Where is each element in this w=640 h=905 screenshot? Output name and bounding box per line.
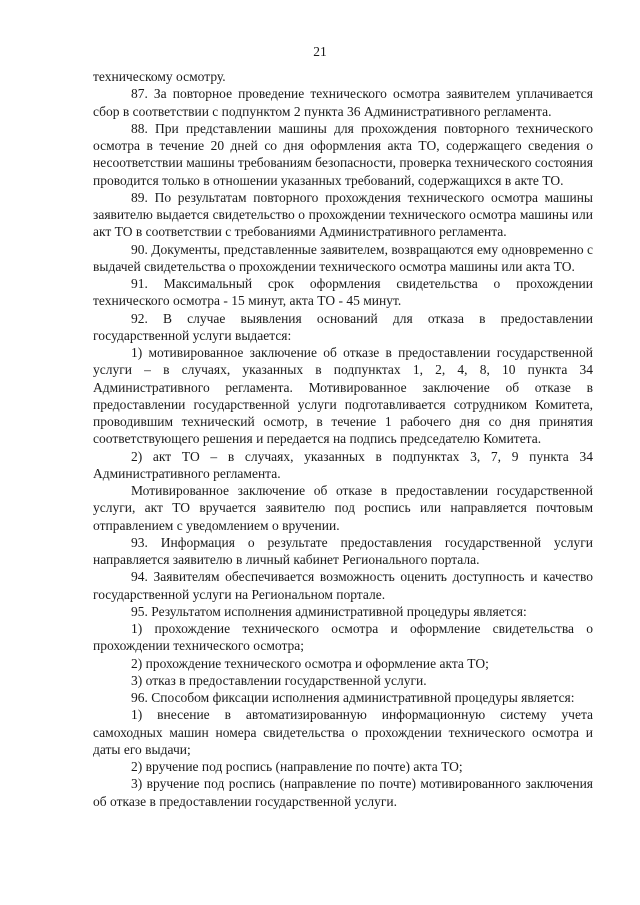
paragraph-90: 90. Документы, представленные заявителем, возвращаются ему одновременно с выдачей свидетельства о прохождении технического осмотра машины или акта ТО. xyxy=(93,241,593,274)
paragraph-95-item-3: 3) отказ в предоставлении государственной услуги. xyxy=(131,672,427,688)
paragraph-96-item-2: 2) вручение под роспись (направление по почте) акта ТО; xyxy=(131,759,463,774)
paragraph-96-item-1: 1) внесение в автоматизированную информационную систему учета самоходных машин номера свидетельства о прохождении технического осмотра и даты его выдачи; xyxy=(93,707,593,757)
paragraph-continuation: техническому осмотру. xyxy=(93,69,226,84)
paragraph-92: 92. В случае выявления оснований для отказа в предоставлении государственной услуги выдается: xyxy=(93,310,593,343)
paragraph-95-item-1: 1) прохождение технического осмотра и оформление свидетельства о прохождении технического осмотра; xyxy=(93,621,593,654)
paragraph-96: 96. Способом фиксации исполнения административной процедуры является: xyxy=(131,690,575,705)
paragraph-95: 95. Результатом исполнения административной процедуры является: xyxy=(131,603,527,619)
paragraph-91: 91. Максимальный срок оформления свидетельства о прохождении технического осмотра - 15 минут, акта ТО - 45 минут. xyxy=(93,276,593,309)
paragraph-96-item-3: 3) вручение под роспись (направление по почте) мотивированного заключения об отказе в предоставлении государственной услуги. xyxy=(93,776,593,809)
document-body xyxy=(93,68,593,810)
paragraph-94: 94. Заявителям обеспечивается возможность оценить доступность и качество государственной услуги на Региональном портале. xyxy=(93,569,593,602)
page-number: 21 xyxy=(313,44,327,59)
paragraph-93: 93. Информация о результате предоставления государственной услуги направляется заявителю в личный кабинет Регионального портала. xyxy=(93,534,593,567)
paragraph-92-item-2: 2) акт ТО – в случаях, указанных в подпунктах 3, 7, 9 пункта 34 Административного регламента. xyxy=(93,448,593,481)
paragraph-89: 89. По результатам повторного прохождения технического осмотра машины заявителю выдается свидетельство о прохождении технического осмотра машины или акт ТО в соответствии с требованиями Административного регламента. xyxy=(93,189,593,240)
paragraph-88: 88. При представлении машины для прохождения повторного технического осмотра в течение 20 дней со дня оформления акта ТО, содержащего сведения о несоответствии машины требованиям безопасности, проверка технического состояния проводится только в отношении указанных требований, содержащихся в акте ТО. xyxy=(93,120,593,188)
paragraph-87: 87. За повторное проведение технического осмотра заявителем уплачивается сбор в соответствии с подпунктом 2 пункта 36 Административного регламента. xyxy=(93,86,593,119)
paragraph-95-item-2: 2) прохождение технического осмотра и оформление акта ТО; xyxy=(131,655,489,671)
paragraph-92-item-1: 1) мотивированное заключение об отказе в предоставлении государственной услуги – в случаях, указанных в подпунктах 1, 2, 4, 8, 10 пункта 34 Административного регламента. Мотивированное заключение об отказе в предоставлении государственной услуги подготавливается сотрудником Комитета, проводившим технический осмотр, в течение 1 рабочего дня со дня принятия соответствующего решения и передается на подпись председателю Комитета. xyxy=(93,345,593,447)
paragraph-92-delivery: Мотивированное заключение об отказе в предоставлении государственной услуги, акт ТО вручается заявителю под роспись или направляется почтовым отправлением с уведомлением о вручении. xyxy=(93,483,593,533)
